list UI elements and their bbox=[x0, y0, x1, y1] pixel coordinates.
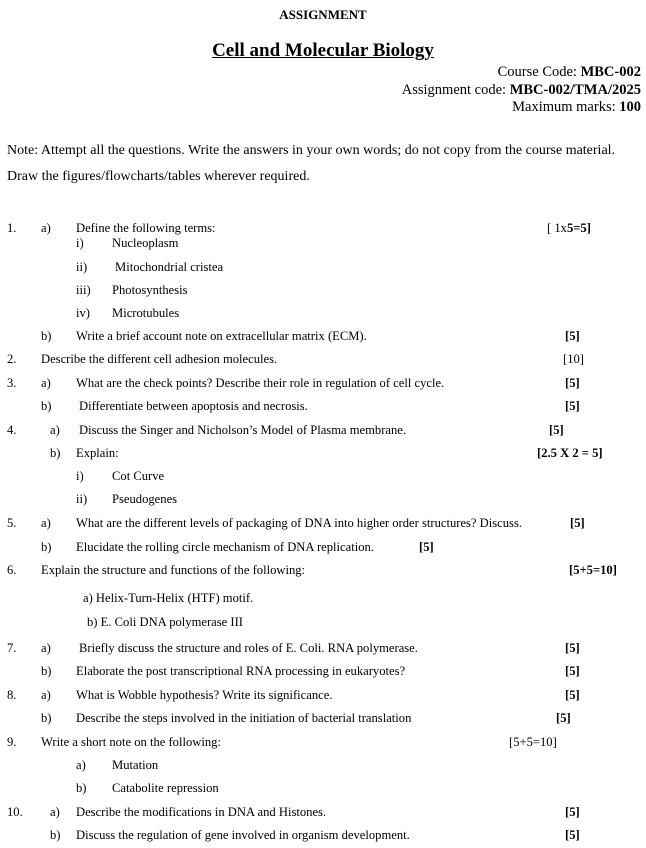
course-code-line bbox=[498, 64, 641, 81]
q4a-marks: [5] bbox=[549, 423, 564, 437]
q10a-text: Describe the modifications in DNA and Histones. bbox=[76, 805, 327, 819]
q3a-label: a) bbox=[41, 376, 51, 390]
q1a-sub-iv-text: Microtubules bbox=[112, 306, 180, 320]
q8b-text: Describe the steps involved in the initiation of bacterial translation bbox=[76, 711, 412, 725]
q8a-text: What is Wobble hypothesis? Write its significance. bbox=[76, 688, 333, 702]
q4-number: 4. bbox=[7, 423, 17, 437]
q8b-label: b) bbox=[41, 711, 52, 725]
q8a-label: a) bbox=[41, 688, 51, 702]
q6-sub-a: a) Helix-Turn-Helix (HTF) motif. bbox=[83, 591, 254, 605]
q3-number: 3. bbox=[7, 376, 17, 390]
q7-number: 7. bbox=[7, 641, 17, 655]
q6-text: Explain the structure and functions of the following: bbox=[41, 563, 306, 577]
q8b-marks: [5] bbox=[556, 711, 571, 725]
q10a-label: a) bbox=[50, 805, 60, 819]
q10b-marks: [5] bbox=[565, 828, 580, 842]
max-marks-value: 100 bbox=[619, 99, 641, 115]
q10b-label: b) bbox=[50, 828, 61, 842]
assignment-code-line bbox=[402, 82, 641, 99]
q8a-marks: [5] bbox=[565, 688, 580, 702]
q9-sub-a-label: a) bbox=[76, 758, 86, 772]
page-title: Cell and Molecular Biology bbox=[212, 40, 434, 61]
q1a-sub-iii-label: iii) bbox=[76, 283, 91, 297]
q7a-marks: [5] bbox=[565, 641, 580, 655]
q1a-marks-pre: [ 1x bbox=[547, 221, 567, 235]
q2-marks: [10] bbox=[563, 352, 584, 366]
q8-number: 8. bbox=[7, 688, 17, 702]
q2-text: Describe the different cell adhesion molecules. bbox=[41, 352, 278, 366]
q6-number: 6. bbox=[7, 563, 17, 577]
q9-sub-b-text: Catabolite repression bbox=[112, 781, 219, 795]
q1b-label: b) bbox=[41, 329, 52, 343]
q4b-sub-ii-label: ii) bbox=[76, 492, 88, 506]
q1a-sub-iv-label: iv) bbox=[76, 306, 90, 320]
q9-sub-b-label: b) bbox=[76, 781, 87, 795]
q5b-marks: [5] bbox=[419, 540, 434, 554]
q6-sub-b: b) E. Coli DNA polymerase III bbox=[87, 615, 243, 629]
max-marks-line bbox=[512, 99, 641, 116]
course-code-value: MBC-002 bbox=[580, 64, 641, 80]
q7a-label: a) bbox=[41, 641, 51, 655]
q1b-text: Write a brief account note on extracellular matrix (ECM). bbox=[76, 329, 367, 343]
q1a-label: a) bbox=[41, 221, 51, 235]
q3b-text: Differentiate between apoptosis and necrosis. bbox=[79, 399, 308, 413]
max-marks-label: Maximum marks: bbox=[512, 99, 616, 115]
q5-number: 5. bbox=[7, 516, 17, 530]
q1a-sub-ii-text: Mitochondrial cristea bbox=[115, 260, 224, 274]
q7b-marks: [5] bbox=[565, 664, 580, 678]
q10b-text: Discuss the regulation of gene involved in organism development. bbox=[76, 828, 410, 842]
q4b-text: Explain: bbox=[76, 446, 119, 460]
q9-number: 9. bbox=[7, 735, 17, 749]
q3b-label: b) bbox=[41, 399, 52, 413]
q9-marks: [5+5=10] bbox=[509, 735, 557, 749]
q10a-marks: [5] bbox=[565, 805, 580, 819]
q4b-label: b) bbox=[50, 446, 61, 460]
assignment-code-label: Assignment code: bbox=[401, 82, 507, 98]
assignment-code-value: MBC-002/TMA/2025 bbox=[509, 82, 641, 98]
instructions-note: Note: Attempt all the questions. Write the answers in your own words; do not copy from the course material. Draw the figures/flowcharts/tables wherever required. bbox=[7, 143, 616, 184]
assignment-heading: ASSIGNMENT bbox=[279, 7, 367, 22]
q6-marks: [5+5=10] bbox=[569, 563, 617, 577]
q4a-label: a) bbox=[50, 423, 60, 437]
q1a-sub-iii-text: Photosynthesis bbox=[112, 283, 188, 297]
q1b-marks: [5] bbox=[565, 329, 580, 343]
q4b-sub-i-text: Cot Curve bbox=[112, 469, 165, 483]
q5a-marks: [5] bbox=[570, 516, 585, 530]
q7b-label: b) bbox=[41, 664, 52, 678]
q3a-marks: [5] bbox=[565, 376, 580, 390]
q5a-label: a) bbox=[41, 516, 51, 530]
q9-text: Write a short note on the following: bbox=[41, 735, 221, 749]
q4a-text: Discuss the Singer and Nicholson’s Model of Plasma membrane. bbox=[79, 423, 407, 437]
q4b-marks: [2.5 X 2 = 5] bbox=[537, 446, 603, 460]
q7a-text: Briefly discuss the structure and roles of E. Coli. RNA polymerase. bbox=[79, 641, 418, 655]
q9-sub-a-text: Mutation bbox=[112, 758, 159, 772]
q5b-text: Elucidate the rolling circle mechanism of DNA replication. bbox=[76, 540, 374, 554]
q1a-marks bbox=[547, 220, 591, 236]
q10-number: 10. bbox=[7, 805, 23, 819]
q4b-sub-i-label: i) bbox=[76, 469, 84, 483]
q2-number: 2. bbox=[7, 352, 17, 366]
q3a-text: What are the check points? Describe their role in regulation of cell cycle. bbox=[76, 376, 445, 390]
q5a-text: What are the different levels of packaging of DNA into higher order structures? Discuss. bbox=[76, 516, 523, 530]
q1a-text: Define the following terms: bbox=[76, 221, 216, 235]
q3b-marks: [5] bbox=[565, 399, 580, 413]
q1a-sub-ii-label: ii) bbox=[76, 260, 88, 274]
q1a-sub-i-label: i) bbox=[76, 236, 84, 250]
q4b-sub-ii-text: Pseudogenes bbox=[112, 492, 178, 506]
course-code-label: Course Code: bbox=[497, 64, 577, 80]
q1-number: 1. bbox=[7, 221, 17, 235]
q5b-label: b) bbox=[41, 540, 52, 554]
q1a-sub-i-text: Nucleoplasm bbox=[112, 236, 179, 250]
q1a-marks-bold: 5=5] bbox=[566, 221, 591, 235]
q7b-text: Elaborate the post transcriptional RNA processing in eukaryotes? bbox=[76, 664, 406, 678]
